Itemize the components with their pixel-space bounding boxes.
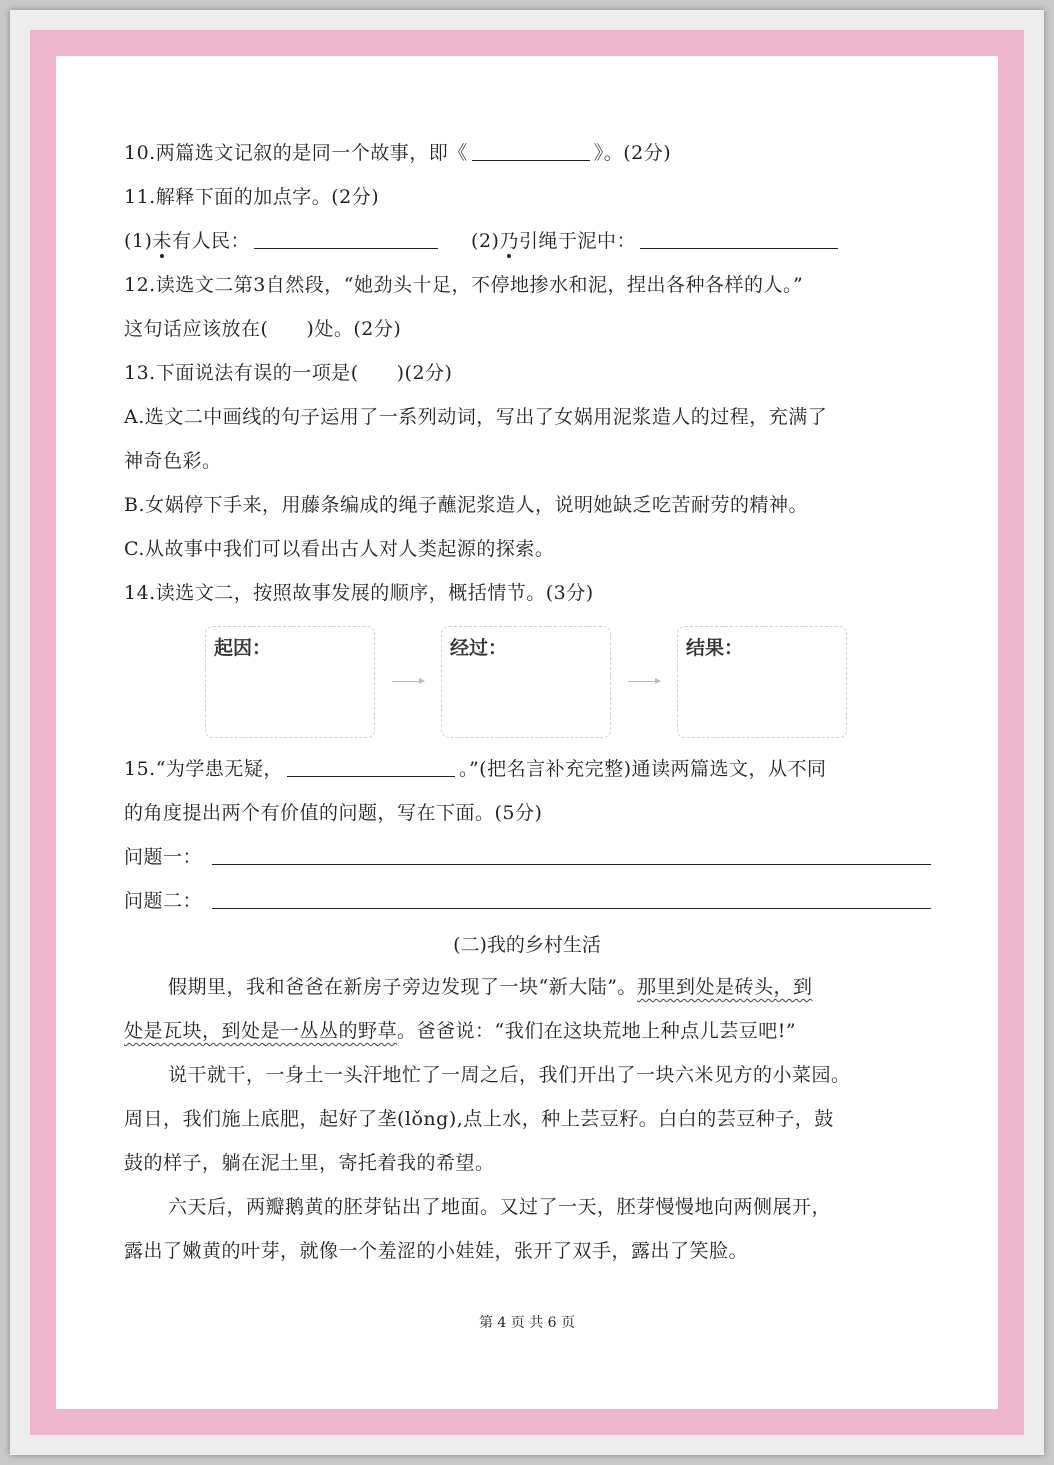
question-11: 11.解释下面的加点字。(2分) — [124, 186, 380, 208]
question-12-line2 — [124, 316, 401, 342]
q11-p1-blank[interactable] — [254, 228, 438, 249]
page-footer: 第 4 页 共 6 页 — [478, 1315, 576, 1331]
q15-text-a: 15.“为学患无疑， — [124, 758, 283, 780]
passage-p2-line1: 说干就干，一身土一头汗地忙了一周之后，我们开出了一块六米见方的小菜园。 — [168, 1064, 851, 1086]
q13-text-a: 13.下面说法有误的一项是( — [124, 362, 359, 384]
plot-box-result-label: 结果： — [686, 637, 744, 659]
p1-text-b: 。爸爸说：“我们在这块荒地上种点儿芸豆吧!” — [397, 1020, 797, 1042]
plot-box-process-label: 经过： — [450, 637, 508, 659]
arrow-right-icon — [628, 681, 660, 682]
plot-box-process[interactable] — [441, 626, 611, 738]
q12-text-a: 这句话应该放在( — [124, 318, 269, 340]
q11-p1-dotted-char: 未 — [152, 230, 172, 252]
q11-p1-rest: 有人民： — [171, 230, 250, 252]
question-15-line1 — [124, 756, 826, 782]
passage-p1-line1 — [124, 974, 812, 1000]
question-2-answer-line[interactable] — [212, 908, 931, 909]
p1-text-a: 假期里，我和爸爸在新房子旁边发现了一块“新大陆”。 — [168, 976, 637, 998]
passage-p3-line2: 露出了嫩黄的叶芽，就像一个羞涩的小娃娃，张开了双手，露出了笑脸。 — [124, 1240, 749, 1262]
question-11-parts — [124, 228, 842, 254]
plot-box-result[interactable] — [677, 626, 847, 738]
q15-text-b: 。”(把名言补充完整)通读两篇选文，从不同 — [458, 758, 827, 780]
q11-p1-prefix: (1) — [124, 230, 153, 252]
q15-quote-blank[interactable] — [287, 756, 455, 777]
plot-box-cause-label: 起因： — [214, 637, 272, 659]
arrow-right-icon — [392, 681, 424, 682]
q13-option-c: C.从故事中我们可以看出古人对人类起源的探索。 — [124, 538, 555, 560]
passage-p2-line2: 周日，我们施上底肥，起好了垄(lǒng),点上水，种上芸豆籽。白白的芸豆种子，鼓 — [124, 1108, 834, 1130]
q10-text-a: 10.两篇选文记叙的是同一个故事，即《 — [124, 142, 468, 164]
q11-p2-blank[interactable] — [640, 228, 838, 249]
plot-box-cause[interactable] — [205, 626, 375, 738]
p1-wavy-underline-1: 那里到处是砖头，到 — [636, 976, 813, 998]
question-14: 14.读选文二，按照故事发展的顺序，概括情节。(3分) — [124, 582, 594, 604]
passage-p3-line1: 六天后，两瓣鹅黄的胚芽钻出了地面。又过了一天，胚芽慢慢地向两侧展开， — [168, 1196, 832, 1218]
question-15-line2: 的角度提出两个有价值的问题，写在下面。(5分) — [124, 802, 543, 824]
question-2-label: 问题二： — [124, 890, 203, 912]
q11-p2-prefix: (2) — [471, 230, 500, 252]
q11-p2-dotted-char: 乃 — [499, 230, 519, 252]
question-1-answer-line[interactable] — [212, 864, 931, 865]
q13-option-b: B.女娲停下手来，用藤条编成的绳子蘸泥浆造人，说明她缺乏吃苦耐劳的精神。 — [124, 494, 809, 516]
q13-option-a-line2: 神奇色彩。 — [124, 450, 222, 472]
question-13 — [124, 360, 452, 386]
passage-title: (二)我的乡村生活 — [453, 934, 601, 956]
p1-wavy-underline-2: 处是瓦块，到处是一丛丛的野草 — [124, 1020, 398, 1042]
question-1-label: 问题一： — [124, 846, 203, 868]
q10-text-b: 》。(2分) — [593, 142, 672, 164]
q12-text-b: )处。(2分) — [306, 318, 402, 340]
question-12-line1: 12.读选文二第3自然段，“她劲头十足，不停地掺水和泥，捏出各种各样的人。” — [124, 274, 804, 296]
passage-p2-line3: 鼓的样子，躺在泥土里，寄托着我的希望。 — [124, 1152, 495, 1174]
q10-answer-blank[interactable] — [472, 140, 590, 161]
q13-option-a-line1: A.选文二中画线的句子运用了一系列动词，写出了女娲用泥浆造人的过程，充满了 — [124, 406, 828, 428]
passage-p1-line2 — [124, 1018, 796, 1044]
q13-text-b: )(2分) — [396, 362, 453, 384]
question-10 — [124, 140, 671, 166]
q11-p2-rest: 引绳于泥中： — [518, 230, 636, 252]
